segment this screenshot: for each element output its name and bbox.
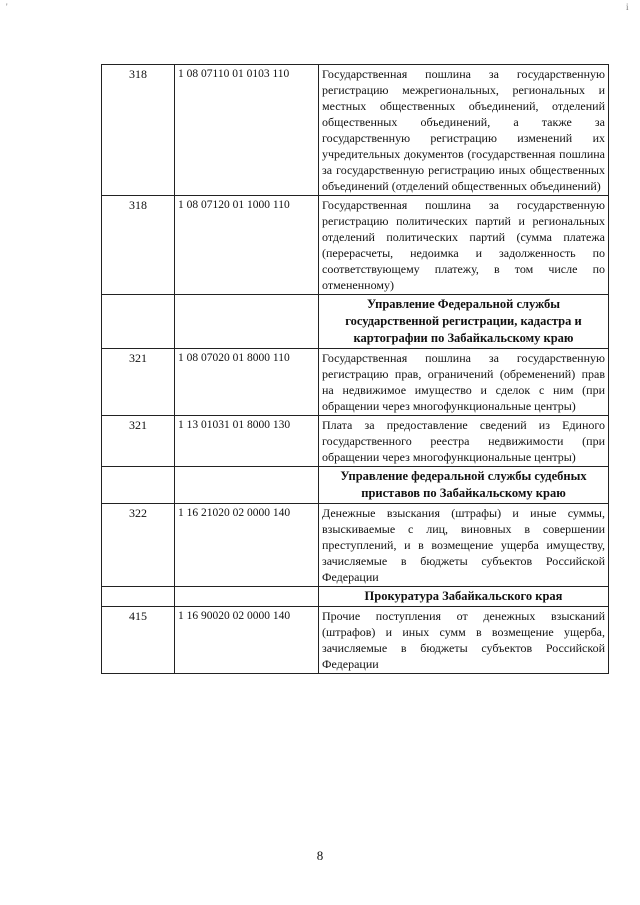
admin-code-cell: 318 bbox=[102, 65, 175, 196]
table-row bbox=[102, 607, 609, 674]
budget-code-cell: 1 08 07120 01 1000 110 bbox=[175, 196, 319, 295]
revenue-name-cell: Прочие поступления от денежных взысканий (штрафов) и иных сумм в возмещение ущерба, зачисляемые в бюджеты субъектов Российской Федерации bbox=[319, 607, 609, 674]
table-row bbox=[102, 416, 609, 467]
empty-admin-cell bbox=[102, 467, 175, 504]
empty-admin-cell bbox=[102, 295, 175, 349]
revenue-name-cell: Государственная пошлина за государственную регистрацию межрегиональных, региональных и местных общественных объединений, отделений общественных объединений, а также за государственную регистрацию изменений их учредительных документов (государственная пошлина за государственную регистрацию иных общественных объединений (отделений общественных объединений) bbox=[319, 65, 609, 196]
table-row bbox=[102, 65, 609, 196]
budget-code-cell: 1 16 90020 02 0000 140 bbox=[175, 607, 319, 674]
budget-code-cell: 1 08 07110 01 0103 110 bbox=[175, 65, 319, 196]
admin-code-cell: 321 bbox=[102, 349, 175, 416]
page-number: 8 bbox=[316, 848, 324, 863]
budget-code-cell: 1 13 01031 01 8000 130 bbox=[175, 416, 319, 467]
empty-admin-cell bbox=[102, 587, 175, 607]
scan-mark-right: i bbox=[626, 2, 629, 12]
section-title: Прокуратура Забайкальского края bbox=[319, 587, 609, 607]
section-title: Управление федеральной службы судебных приставов по Забайкальскому краю bbox=[319, 467, 609, 504]
revenue-name-cell: Плата за предоставление сведений из Единого государственного реестра недвижимости (при обращении через многофункциональные центры) bbox=[319, 416, 609, 467]
section-header-row bbox=[102, 295, 609, 349]
empty-kbk-cell bbox=[175, 587, 319, 607]
section-title: Управление Федеральной службы государственной регистрации, кадастра и картографии по Забайкальскому краю bbox=[319, 295, 609, 349]
budget-code-cell: 1 08 07020 01 8000 110 bbox=[175, 349, 319, 416]
table-row bbox=[102, 349, 609, 416]
revenue-name-cell: Государственная пошлина за государственную регистрацию политических партий и региональных отделений политических партий (сумма платежа (перерасчеты, недоимка и задолженность по соответствующему платежу, в том числе по отмененному) bbox=[319, 196, 609, 295]
table-row bbox=[102, 504, 609, 587]
revenue-codes-table bbox=[101, 64, 609, 674]
budget-code-cell: 1 16 21020 02 0000 140 bbox=[175, 504, 319, 587]
admin-code-cell: 322 bbox=[102, 504, 175, 587]
admin-code-cell: 321 bbox=[102, 416, 175, 467]
scan-mark-left: ' bbox=[6, 2, 8, 12]
section-header-row bbox=[102, 587, 609, 607]
revenue-name-cell: Государственная пошлина за государственную регистрацию прав, ограничений (обременений) прав на недвижимое имущество и сделок с ним (при обращении через многофункциональные центры) bbox=[319, 349, 609, 416]
admin-code-cell: 415 bbox=[102, 607, 175, 674]
empty-kbk-cell bbox=[175, 295, 319, 349]
revenue-name-cell: Денежные взыскания (штрафы) и иные суммы, взыскиваемые с лиц, виновных в совершении преступлений, и в возмещение ущерба имуществу, зачисляемые в бюджеты субъектов Российской Федерации bbox=[319, 504, 609, 587]
admin-code-cell: 318 bbox=[102, 196, 175, 295]
section-header-row bbox=[102, 467, 609, 504]
table-row bbox=[102, 196, 609, 295]
empty-kbk-cell bbox=[175, 467, 319, 504]
